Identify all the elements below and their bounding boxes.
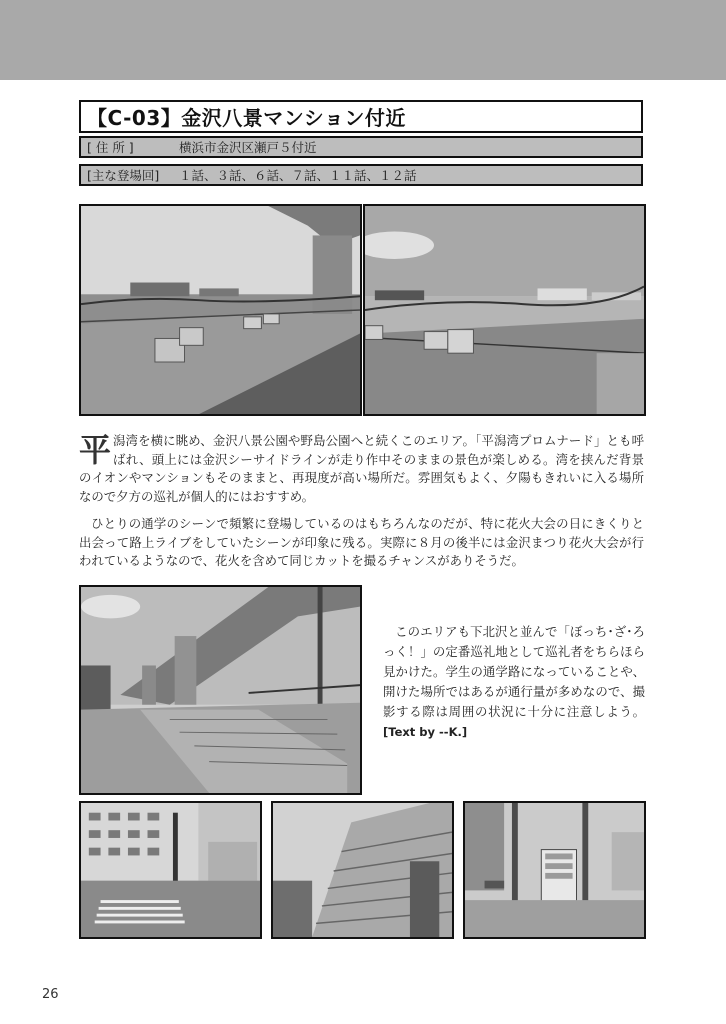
section-heading [79, 100, 643, 133]
episodes-value: １話、３話、６話、７話、１１話、１２話 [179, 168, 417, 183]
episodes-row [79, 164, 643, 186]
top-gray-band [0, 0, 726, 80]
side-commentary [383, 622, 645, 742]
paragraph-2-text: ひとりの通学のシーンで頻繁に登場しているのはもちろんなのだが、特に花火大会の日にきくりと出会って路上ライブをしていたシーンが印象に残る。実際に８月の後半には金沢まつり花火大会が行われているようなので、花火を含めて同じカットを撮るチャンスがありそうだ。 [79, 516, 644, 569]
episodes-label: [主な登場回] [87, 168, 160, 183]
photo-steps-elevated-line [79, 585, 362, 795]
address-row [79, 136, 643, 158]
article-paragraph-2 [79, 515, 644, 571]
text-credit: [Text by --K.] [383, 725, 468, 739]
page-title: 【C-03】金沢八景マンション付近 [87, 106, 406, 130]
page-number: 26 [42, 987, 59, 1002]
paragraph-1-text: 潟湾を横に眺め、金沢八景公園や野島公園へと続くこのエリア。「平潟湾プロムナード」とも呼ばれ、頭上には金沢シーサイドラインが走り作中そのままの景色が楽しめる。湾を挟んだ背景のイオンやマンションもそのままと、再現度が高い場所だ。雰囲気もよく、夕陽もきれいに入る場所なので夕方の巡礼が個人的にはおすすめ。 [79, 433, 644, 504]
address-value: 横浜市金沢区瀬戸５付近 [179, 140, 317, 155]
photo-promenade-overpass [79, 204, 362, 416]
article-paragraph-1 [79, 432, 644, 506]
dropcap-letter: 平 [79, 431, 112, 469]
photo-apartment-tower [271, 801, 454, 939]
side-commentary-text: このエリアも下北沢と並んで「ぼっち･ざ･ろっく！」の定番巡礼地として巡礼者をちらほら見かけた。学生の通学路になっていることや、開けた場所ではあるが通行量が多めなので、撮影する際は周囲の状況に十分に注意しよう。 [383, 624, 645, 719]
address-label: [ 住 所 ] [87, 140, 134, 155]
photo-crosswalk-apartments [79, 801, 262, 939]
photo-vending-machine-street [463, 801, 646, 939]
photo-bay-railing [363, 204, 646, 416]
